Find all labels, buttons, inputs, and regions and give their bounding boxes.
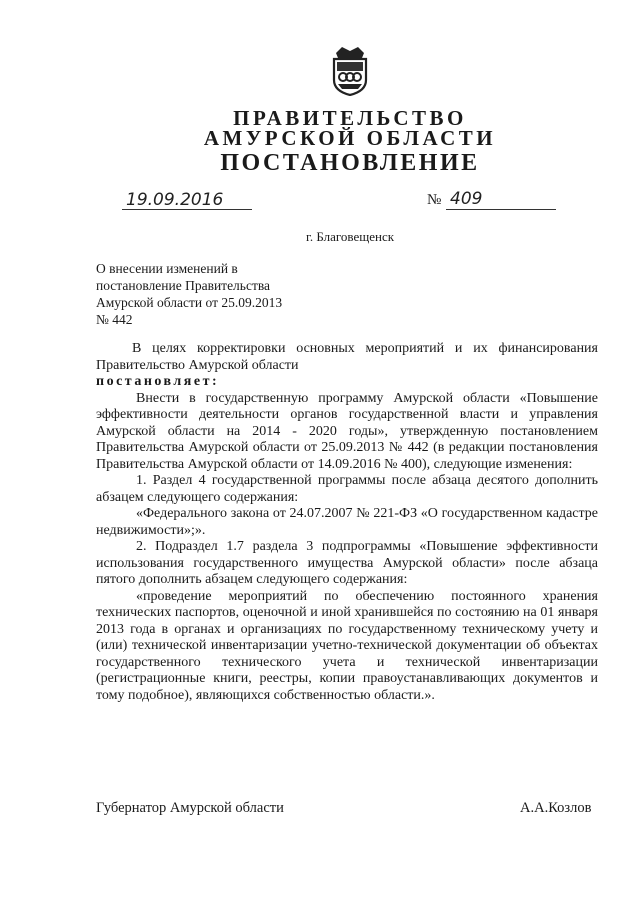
intro-paragraph: В целях корректировки основных мероприятий и их финансирования Правительство Амурской области xyxy=(96,341,598,373)
signatory-position: Губернатор Амурской области xyxy=(96,800,284,816)
body-paragraph-2: 1. Раздел 4 государственной программы после абзаца десятого дополнить абзацем следующего содержания: xyxy=(96,473,598,505)
resolves-heading: постановляет: xyxy=(96,374,220,389)
subject-line: Амурской области от 25.09.2013 xyxy=(96,295,283,310)
body-paragraph-3: «Федерального закона от 24.07.2007 № 221-ФЗ «О государственном кадастре недвижимости»;». xyxy=(96,506,598,538)
document-body xyxy=(96,341,598,704)
body-paragraph-4: 2. Подраздел 1.7 раздела 3 подпрограммы «Повышение эффективности использования государственного имущества Амурской области» после абзаца пятого дополнить абзацем следующего содержания: xyxy=(96,539,598,587)
document-date: 19.09.2016 xyxy=(126,190,224,210)
date-underline xyxy=(122,209,252,210)
document-number: 409 xyxy=(450,189,483,209)
city-label: г. Благовещенск xyxy=(305,229,395,244)
number-sign: № xyxy=(427,192,442,208)
coat-of-arms-emblem xyxy=(330,44,370,96)
body-paragraph-5: «проведение мероприятий по обеспечению постоянного хранения технических паспортов, оценочной и иной хранившейся по состоянию на 01 января 2013 года в органах и организациях по государственному техническому учету и (или) технической инвентаризации учетно-технической документации об объектах государственного технического учета и технической инвентаризации (регистрационные книги, реестры, копии правоустанавливающих документов и тому подобное), являющихся собственностью области.». xyxy=(96,588,598,703)
document-subject xyxy=(96,260,326,328)
body-paragraph-1: Внести в государственную программу Амурской области «Повышение эффективности деятельности органов государственной власти и управления Амурской области на 2014 - 2020 годы», утвержденную постановлением Правительства Амурской области от 25.09.2013 № 442 (в редакции постановления Правительства Амурской области от 14.09.2016 № 400), следующие изменения: xyxy=(96,390,598,472)
government-title-line2: АМУРСКОЙ ОБЛАСТИ xyxy=(203,126,497,150)
document-type-title: ПОСТАНОВЛЕНИЕ xyxy=(220,150,480,176)
subject-line: О внесении изменений в xyxy=(96,261,238,276)
number-underline xyxy=(446,209,556,210)
subject-line: № 442 xyxy=(96,312,133,327)
government-title-line1: ПРАВИТЕЛЬСТВО xyxy=(233,106,467,130)
subject-line: постановление Правительства xyxy=(96,278,271,293)
signatory-name: А.А.Козлов xyxy=(520,800,592,816)
